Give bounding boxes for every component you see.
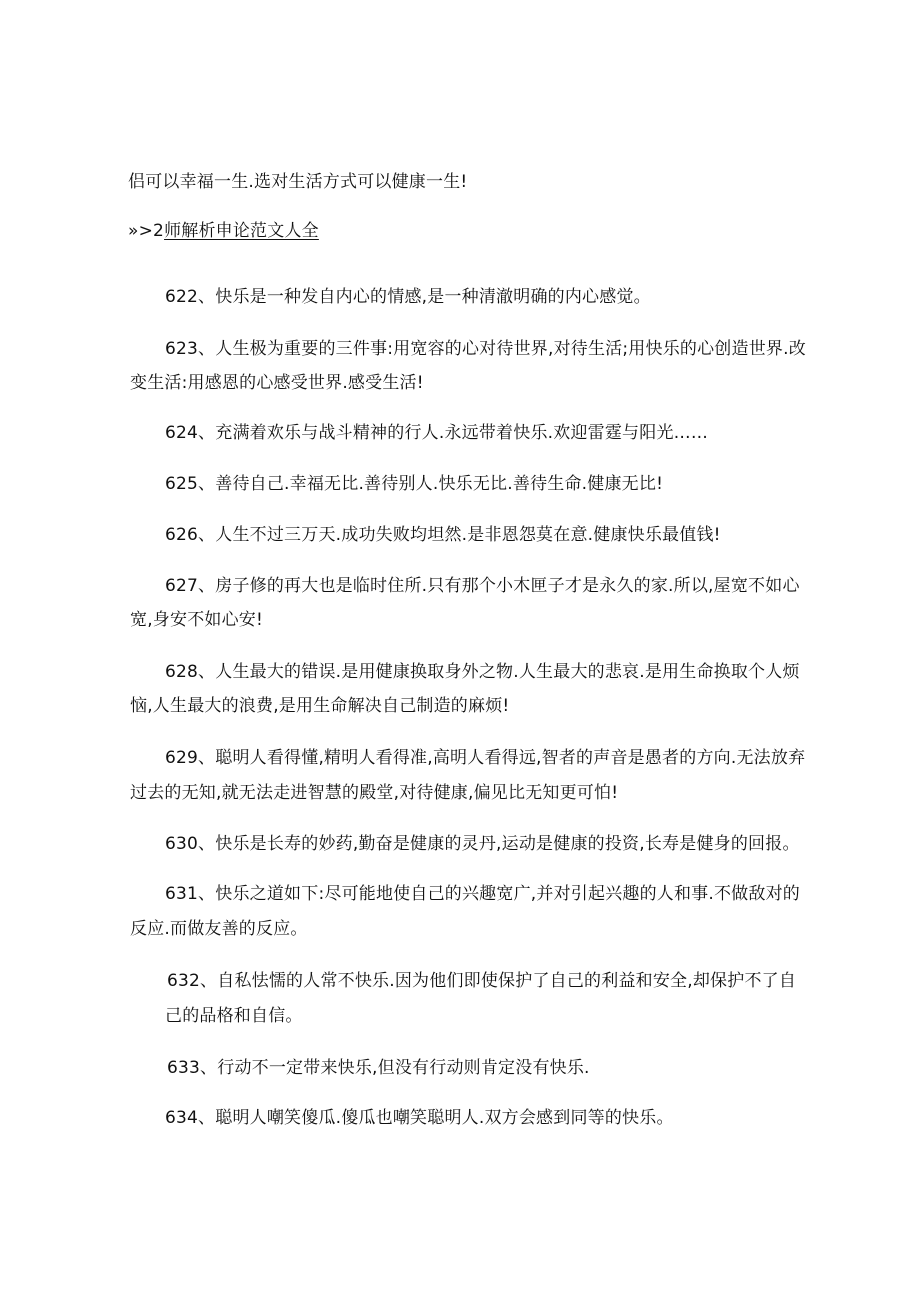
item-number: 631、 — [165, 884, 216, 904]
list-item — [165, 474, 663, 494]
item-number: 633、 — [167, 1058, 218, 1078]
item-text: 聪明人看得懂,精明人看得准,高明人看得远,智者的声音是愚者的方向.无法放弃 — [215, 748, 806, 768]
item-text: 善待自己.幸福无比.善待别人.快乐无比.善待生命.健康无比! — [215, 474, 664, 494]
item-text: 房子修的再大也是临时住所.只有那个小木匣子才是永久的家.所以,屋宽不如心 — [215, 576, 800, 596]
list-item-continuation: 恼,人生最大的浪费,是用生命解决自己制造的麻烦! — [130, 696, 510, 716]
list-item — [165, 525, 721, 545]
item-text: 快乐是长寿的妙药,勤奋是健康的灵丹,运动是健康的投资,长寿是健身的回报。 — [215, 834, 800, 854]
item-text: 快乐是一种发自内心的情感,是一种清澈明确的内心感觉。 — [215, 287, 651, 307]
related-link[interactable] — [128, 221, 319, 241]
item-text: 人生极为重要的三件事:用宽容的心对待世界,对待生活;用快乐的心创造世界.改 — [215, 339, 806, 359]
item-number: 623、 — [165, 339, 216, 359]
item-text: 快乐之道如下:尽可能地使自己的兴趣宽广,并对引起兴趣的人和事.不做敌对的 — [215, 884, 800, 904]
list-item — [167, 1058, 590, 1078]
list-item — [165, 748, 805, 768]
list-item — [165, 1108, 674, 1128]
list-item — [165, 339, 806, 359]
item-number: 626、 — [165, 525, 216, 545]
list-item — [165, 834, 800, 854]
item-text: 人生不过三万天.成功失败均坦然.是非恩怨莫在意.健康快乐最值钱! — [215, 525, 721, 545]
item-number: 625、 — [165, 474, 216, 494]
list-item-continuation: 宽,身安不如心安! — [130, 610, 264, 630]
item-number: 624、 — [165, 423, 216, 443]
item-number: 632、 — [167, 971, 218, 991]
item-text: 行动不一定带来快乐,但没有行动则肯定没有快乐. — [217, 1058, 590, 1078]
list-item — [167, 971, 796, 991]
list-item — [165, 662, 800, 682]
item-text: 聪明人嘲笑傻瓜.傻瓜也嘲笑聪明人.双方会感到同等的快乐。 — [215, 1108, 674, 1128]
intro-line: 侣可以幸福一生.选对生活方式可以健康一生! — [128, 172, 468, 192]
item-number: 622、 — [165, 287, 216, 307]
item-text: 自私怯懦的人常不快乐.因为他们即使保护了自己的利益和安全,却保护不了自 — [217, 971, 797, 991]
item-number: 628、 — [165, 662, 216, 682]
list-item-continuation: 变生活:用感恩的心感受世界.感受生活! — [130, 373, 424, 393]
item-number: 627、 — [165, 576, 216, 596]
list-item — [165, 287, 651, 307]
list-item — [165, 576, 800, 596]
link-prefix: »>2 — [128, 221, 165, 241]
list-item-continuation: 己的品格和自信。 — [165, 1006, 303, 1026]
list-item-continuation: 反应.而做友善的反应。 — [130, 919, 308, 939]
link-text[interactable]: 师解析申论范文人全 — [164, 221, 319, 241]
list-item-continuation: 过去的无知,就无法走进智慧的殿堂,对待健康,偏见比无知更可怕! — [130, 783, 619, 803]
item-number: 629、 — [165, 748, 216, 768]
list-item — [165, 423, 708, 443]
item-number: 630、 — [165, 834, 216, 854]
item-number: 634、 — [165, 1108, 216, 1128]
list-item — [165, 884, 800, 904]
item-text: 充满着欢乐与战斗精神的行人.永远带着快乐.欢迎雷霆与阳光…… — [215, 423, 709, 443]
item-text: 人生最大的错误.是用健康换取身外之物.人生最大的悲哀.是用生命换取个人烦 — [215, 662, 800, 682]
